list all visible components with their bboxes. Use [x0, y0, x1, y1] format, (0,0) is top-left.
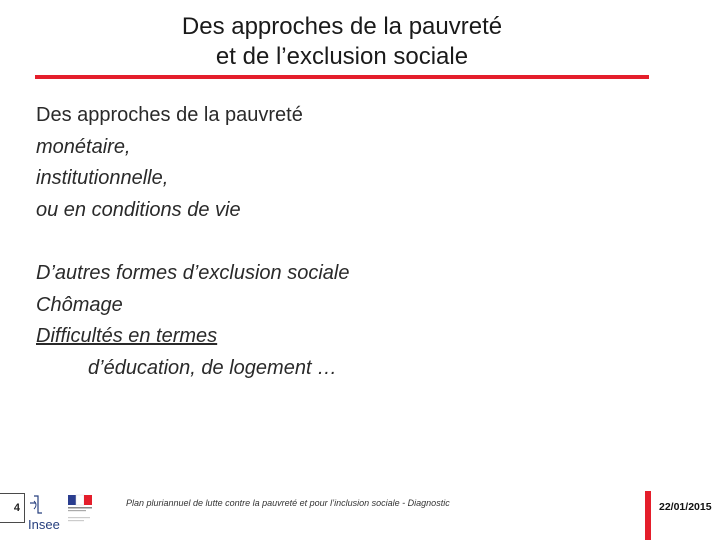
insee-logo: [28, 493, 100, 537]
block2-item-unemployment: Chômage: [36, 293, 123, 316]
insee-logo-icon: [30, 496, 42, 513]
content-block-exclusion: [36, 258, 349, 384]
slide-title-line2: et de l’exclusion sociale: [215, 43, 469, 70]
page-number: 4: [0, 493, 25, 523]
content-block-poverty: [36, 100, 303, 226]
logo-wordmark: Insee: [28, 517, 60, 532]
footer-accent-bar: [645, 491, 651, 540]
block2-item-difficulties: Difficultés en termes: [36, 325, 218, 347]
block1-heading: Des approches de la pauvreté: [36, 104, 303, 126]
footer-date: 22/01/2015: [659, 501, 712, 513]
block2-heading: D’autres formes d’exclusion sociale: [36, 262, 350, 284]
slide-title: [0, 12, 684, 72]
marianne-flag-icon: [68, 495, 92, 521]
title-divider: [35, 75, 649, 79]
block1-item-institutional: institutionnelle,: [36, 167, 169, 189]
slide-title-line1: Des approches de la pauvreté: [181, 13, 503, 40]
logo-graphic: [28, 493, 100, 537]
block1-item-living-conditions: ou en conditions de vie: [36, 198, 241, 221]
footer-caption: Plan pluriannuel de lutte contre la pauvreté et pour l’inclusion sociale - Diagnostic: [126, 498, 450, 508]
block2-item-education-housing: d’éducation, de logement …: [88, 356, 338, 379]
block1-item-monetary: monétaire,: [36, 135, 131, 158]
